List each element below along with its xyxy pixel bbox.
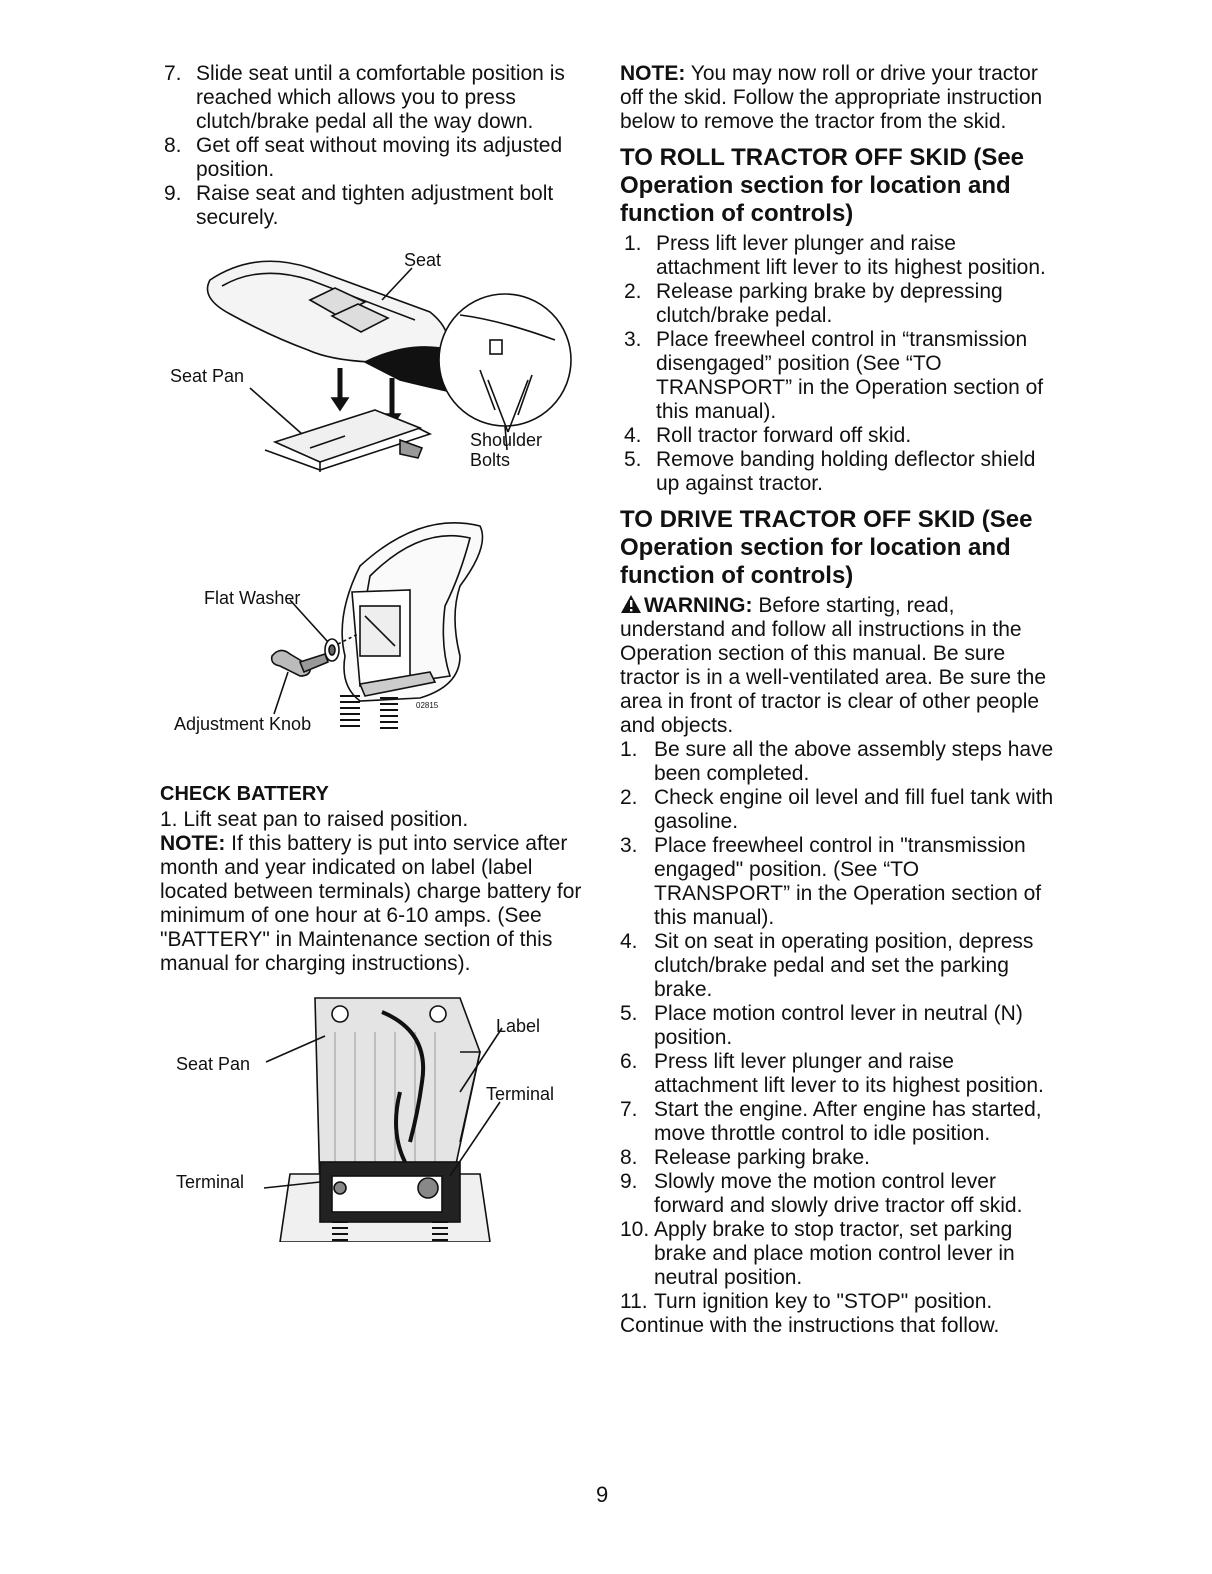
drive-tractor-steps xyxy=(620,738,1060,1314)
battery-note: NOTE: If this battery is put into service after month and year indicated on label (label located between terminals) charge battery for minimum of one hour at 6-10 amps. (See "BATTERY" in Maintenance section of this manual for charging instructions). xyxy=(160,832,582,975)
section-heading: CHECK BATTERY xyxy=(160,783,329,805)
adjustment-knob-illustration xyxy=(160,516,590,778)
label-callout: Label xyxy=(496,1016,541,1036)
list-item: 4. Sit on seat in operating position, depress clutch/brake pedal and set the parking brake. xyxy=(620,930,1034,1001)
list-item: 9. Raise seat and tighten adjustment bolt securely. xyxy=(164,182,554,229)
drive-tractor-heading: TO DRIVE TRACTOR OFF SKID (See Operation section for location and function of controls) xyxy=(620,506,1033,589)
list-item: 8. Release parking brake. xyxy=(620,1146,870,1169)
battery-step-1: 1. Lift seat pan to raised position. xyxy=(160,808,469,831)
list-item: 1. Be sure all the above assembly steps have been completed. xyxy=(620,738,1054,785)
list-item: 6. Press lift lever plunger and raise attachment lift lever to its highest position. xyxy=(620,1050,1044,1097)
seat-label: Seat xyxy=(404,250,442,270)
closing-text: Continue with the instructions that follow. xyxy=(620,1314,1000,1337)
list-item: 1. Press lift lever plunger and raise attachment lift lever to its highest position. xyxy=(624,232,1046,279)
list-item: 2. Check engine oil level and fill fuel tank with gasoline. xyxy=(620,786,1054,833)
list-item: 9. Slowly move the motion control lever forward and slowly drive tractor off skid. xyxy=(620,1170,1023,1217)
seat-adjust-steps xyxy=(160,62,590,230)
list-item: 10. Apply brake to stop tractor, set parking brake and place motion control lever in neutral position. xyxy=(620,1218,1015,1289)
list-item: 11. Turn ignition key to "STOP" position. xyxy=(620,1290,993,1313)
list-item: 2. Release parking brake by depressing clutch/brake pedal. xyxy=(624,280,1003,327)
adjustment-knob-label: Adjustment Knob xyxy=(174,714,312,734)
page-number: 9 xyxy=(596,1482,609,1507)
warning-icon xyxy=(620,594,642,614)
shoulder-bolts-label: Shoulder Bolts xyxy=(470,430,543,470)
flat-washer-label: Flat Washer xyxy=(204,588,301,608)
check-battery-section xyxy=(160,782,590,976)
left-column xyxy=(160,62,590,1242)
list-item: 5. Place motion control lever in neutral (N) position. xyxy=(620,1002,1023,1049)
list-item: 8. Get off seat without moving its adjusted position. xyxy=(164,134,563,181)
terminal-left-label: Terminal xyxy=(176,1172,245,1192)
list-item: 3. Place freewheel control in “transmission disengaged” position (See “TO TRANSPORT” in the Operation section of this manual). xyxy=(624,328,1044,423)
skid-note: NOTE: You may now roll or drive your tractor off the skid. Follow the appropriate instruction below to remove the tractor from the skid. xyxy=(620,62,1043,133)
seat-figure xyxy=(160,250,590,512)
list-item: 7. Slide seat until a comfortable position is reached which allows you to press clutch/brake pedal all the way down. xyxy=(164,62,565,133)
right-column xyxy=(620,62,1060,1338)
roll-tractor-heading: TO ROLL TRACTOR OFF SKID (See Operation section for location and function of controls) xyxy=(620,144,1025,227)
battery-figure xyxy=(160,992,590,1242)
list-item: 5. Remove banding holding deflector shield up against tractor. xyxy=(624,448,1036,495)
figure-code: 02815 xyxy=(416,701,439,710)
seat-pan-label: Seat Pan xyxy=(170,366,245,386)
roll-tractor-steps xyxy=(620,232,1060,496)
warning-paragraph: WARNING: Before starting, read, understand and follow all instructions in the Operation section of this manual. Be sure tractor is in a well-ventilated area. Be sure the area in front of tractor is clear of other people and objects. xyxy=(620,594,1047,737)
adjustment-knob-figure xyxy=(160,516,590,778)
terminal-right-label: Terminal xyxy=(486,1084,555,1104)
list-item: 7. Start the engine. After engine has started, move throttle control to idle position. xyxy=(620,1098,1042,1145)
list-item: 3. Place freewheel control in "transmission engaged" position. (See “TO TRANSPORT” in the Operation section of this manual). xyxy=(620,834,1042,929)
seat-pan-label: Seat Pan xyxy=(176,1054,251,1074)
list-item: 4. Roll tractor forward off skid. xyxy=(624,424,912,447)
